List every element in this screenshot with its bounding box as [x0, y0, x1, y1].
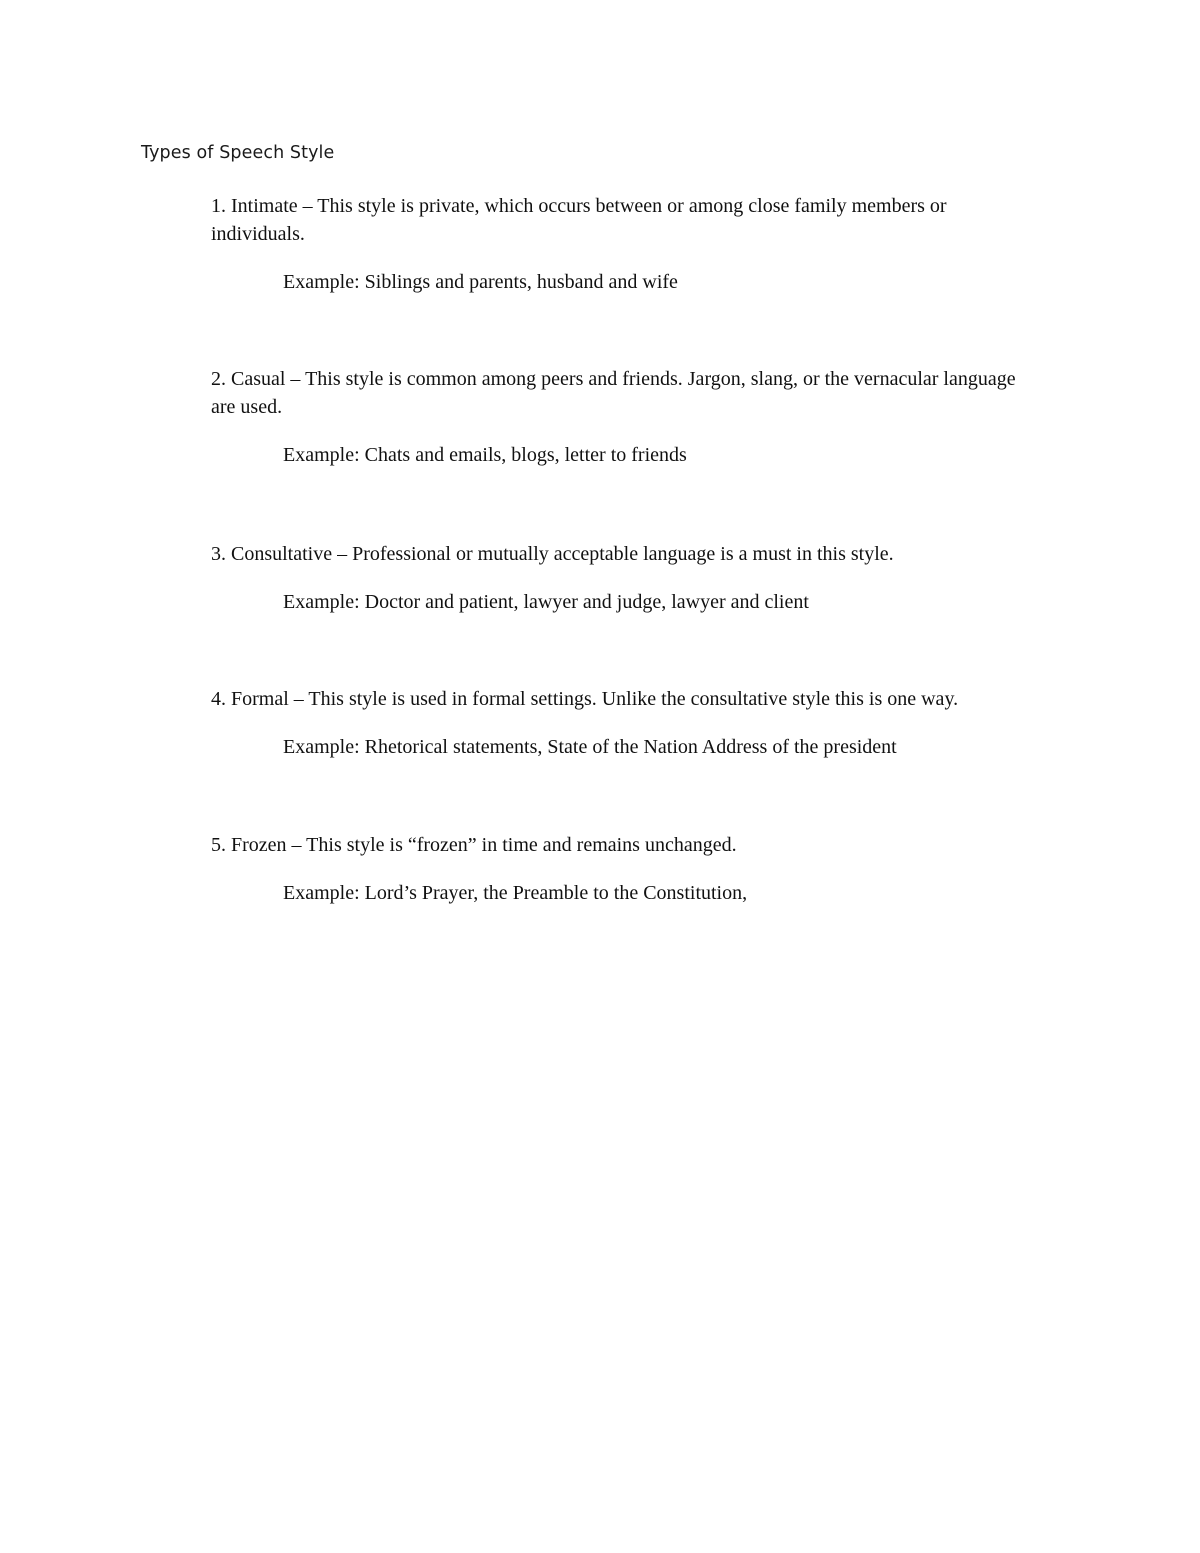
item-description: 2. Casual – This style is common among peers and friends. Jargon, slang, or the vernacular language are used.: [211, 368, 1016, 418]
item-example: Example: Doctor and patient, lawyer and judge, lawyer and client: [283, 591, 809, 613]
item-description: 1. Intimate – This style is private, which occurs between or among close family members or individuals.: [211, 195, 947, 245]
item-example: Example: Rhetorical statements, State of the Nation Address of the president: [283, 736, 897, 758]
item-description: 5. Frozen – This style is “frozen” in time and remains unchanged.: [211, 834, 737, 856]
speech-style-item-formal: [211, 685, 1031, 761]
document-title: Types of Speech Style: [141, 143, 335, 163]
speech-style-item-casual: [211, 365, 1031, 469]
item-description: 4. Formal – This style is used in formal settings. Unlike the consultative style this is one way.: [211, 688, 959, 710]
item-example: Example: Lord’s Prayer, the Preamble to the Constitution,: [283, 882, 748, 904]
item-example: Example: Chats and emails, blogs, letter to friends: [283, 444, 687, 466]
speech-style-item-consultative: [211, 540, 1031, 616]
speech-style-item-intimate: [211, 192, 1031, 296]
item-description: 3. Consultative – Professional or mutually acceptable language is a must in this style.: [211, 543, 894, 565]
item-example: Example: Siblings and parents, husband and wife: [283, 271, 678, 293]
speech-style-item-frozen: [211, 831, 1031, 907]
